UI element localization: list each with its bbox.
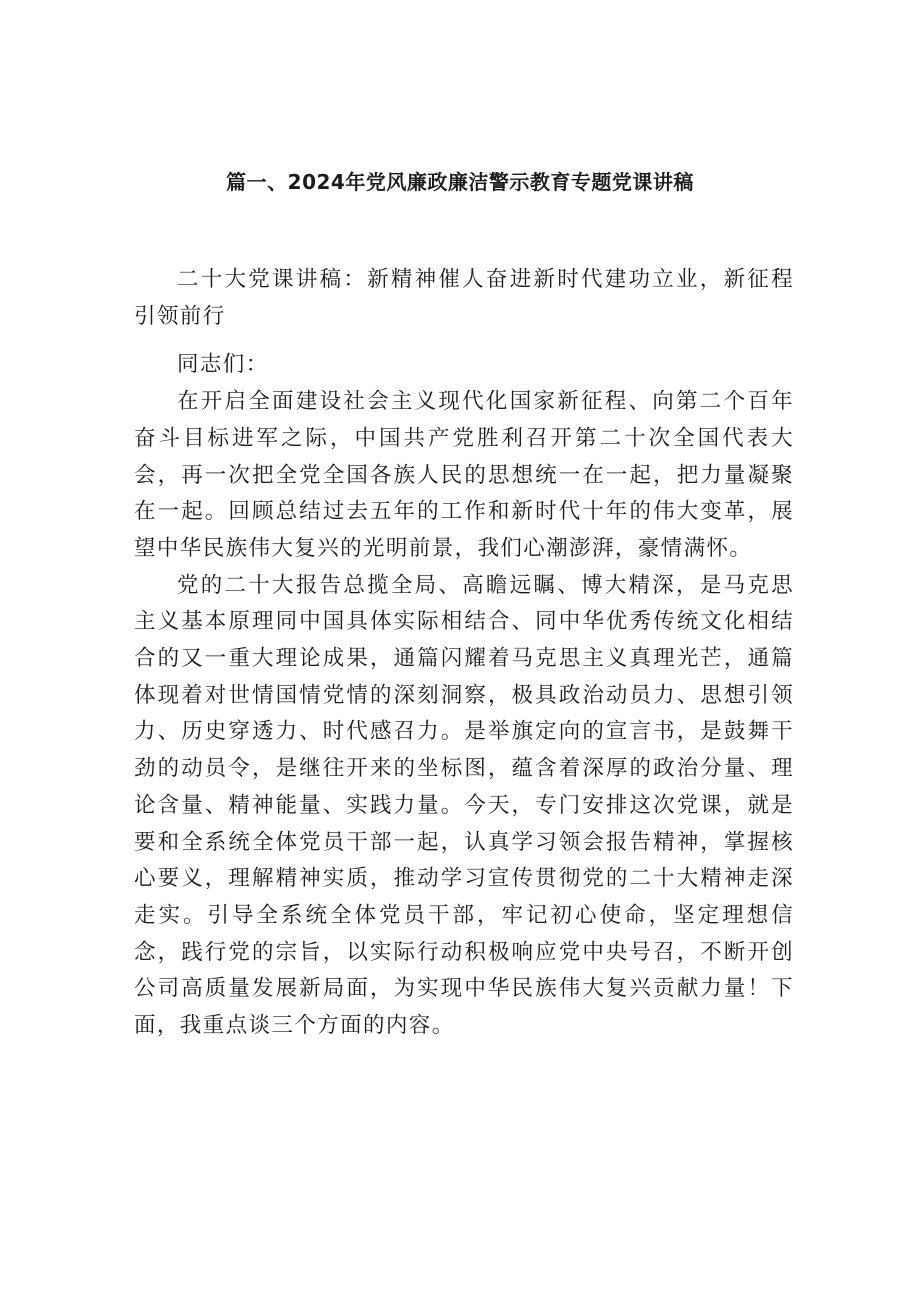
- document-body: [134, 262, 794, 1045]
- body-paragraph-report: 党的二十大报告总揽全局、高瞻远瞩、博大精深，是马克思主义基本原理同中国具体实际相结合、同中华优秀传统文化相结合的又一重大理论成果，通篇闪耀着马克思主义真理光芒，通篇体现着对世情国情党情的深刻洞察，极具政治动员力、思想引领力、历史穿透力、时代感召力。是举旗定向的宣言书，是鼓舞干劲的动员令，是继往开来的坐标图，蕴含着深厚的政治分量、理论含量、精神能量、实践力量。今天，专门安排这次党课，就是要和全系统全体党员干部一起，认真学习领会报告精神，掌握核心要义，理解精神实质，推动学习宣传贯彻党的二十大精神走深走实。引导全系统全体党员干部，牢记初心使命，坚定理想信念，践行党的宗旨，以实际行动积极响应党中央号召，不断开创公司高质量发展新局面，为实现中华民族伟大复兴贡献力量！下面，我重点谈三个方面的内容。: [134, 572, 794, 1039]
- document-title: 篇一、2024年党风廉政廉洁警示教育专题党课讲稿: [226, 170, 694, 194]
- salutation: 同志们：: [177, 352, 269, 378]
- body-paragraph-intro: 在开启全面建设社会主义现代化国家新征程、向第二个百年奋斗目标进军之际，中国共产党胜利召开第二十次全国代表大会，再一次把全党全国各族人民的思想统一在一起，把力量凝聚在一起。回顾总结过去五年的工作和新时代十年的伟大变革，展望中华民族伟大复兴的光明前景，我们心潮澎湃，豪情满怀。: [134, 389, 794, 561]
- lecture-subtitle: 二十大党课讲稿：新精神催人奋进新时代建功立业，新征程引领前行: [134, 267, 794, 329]
